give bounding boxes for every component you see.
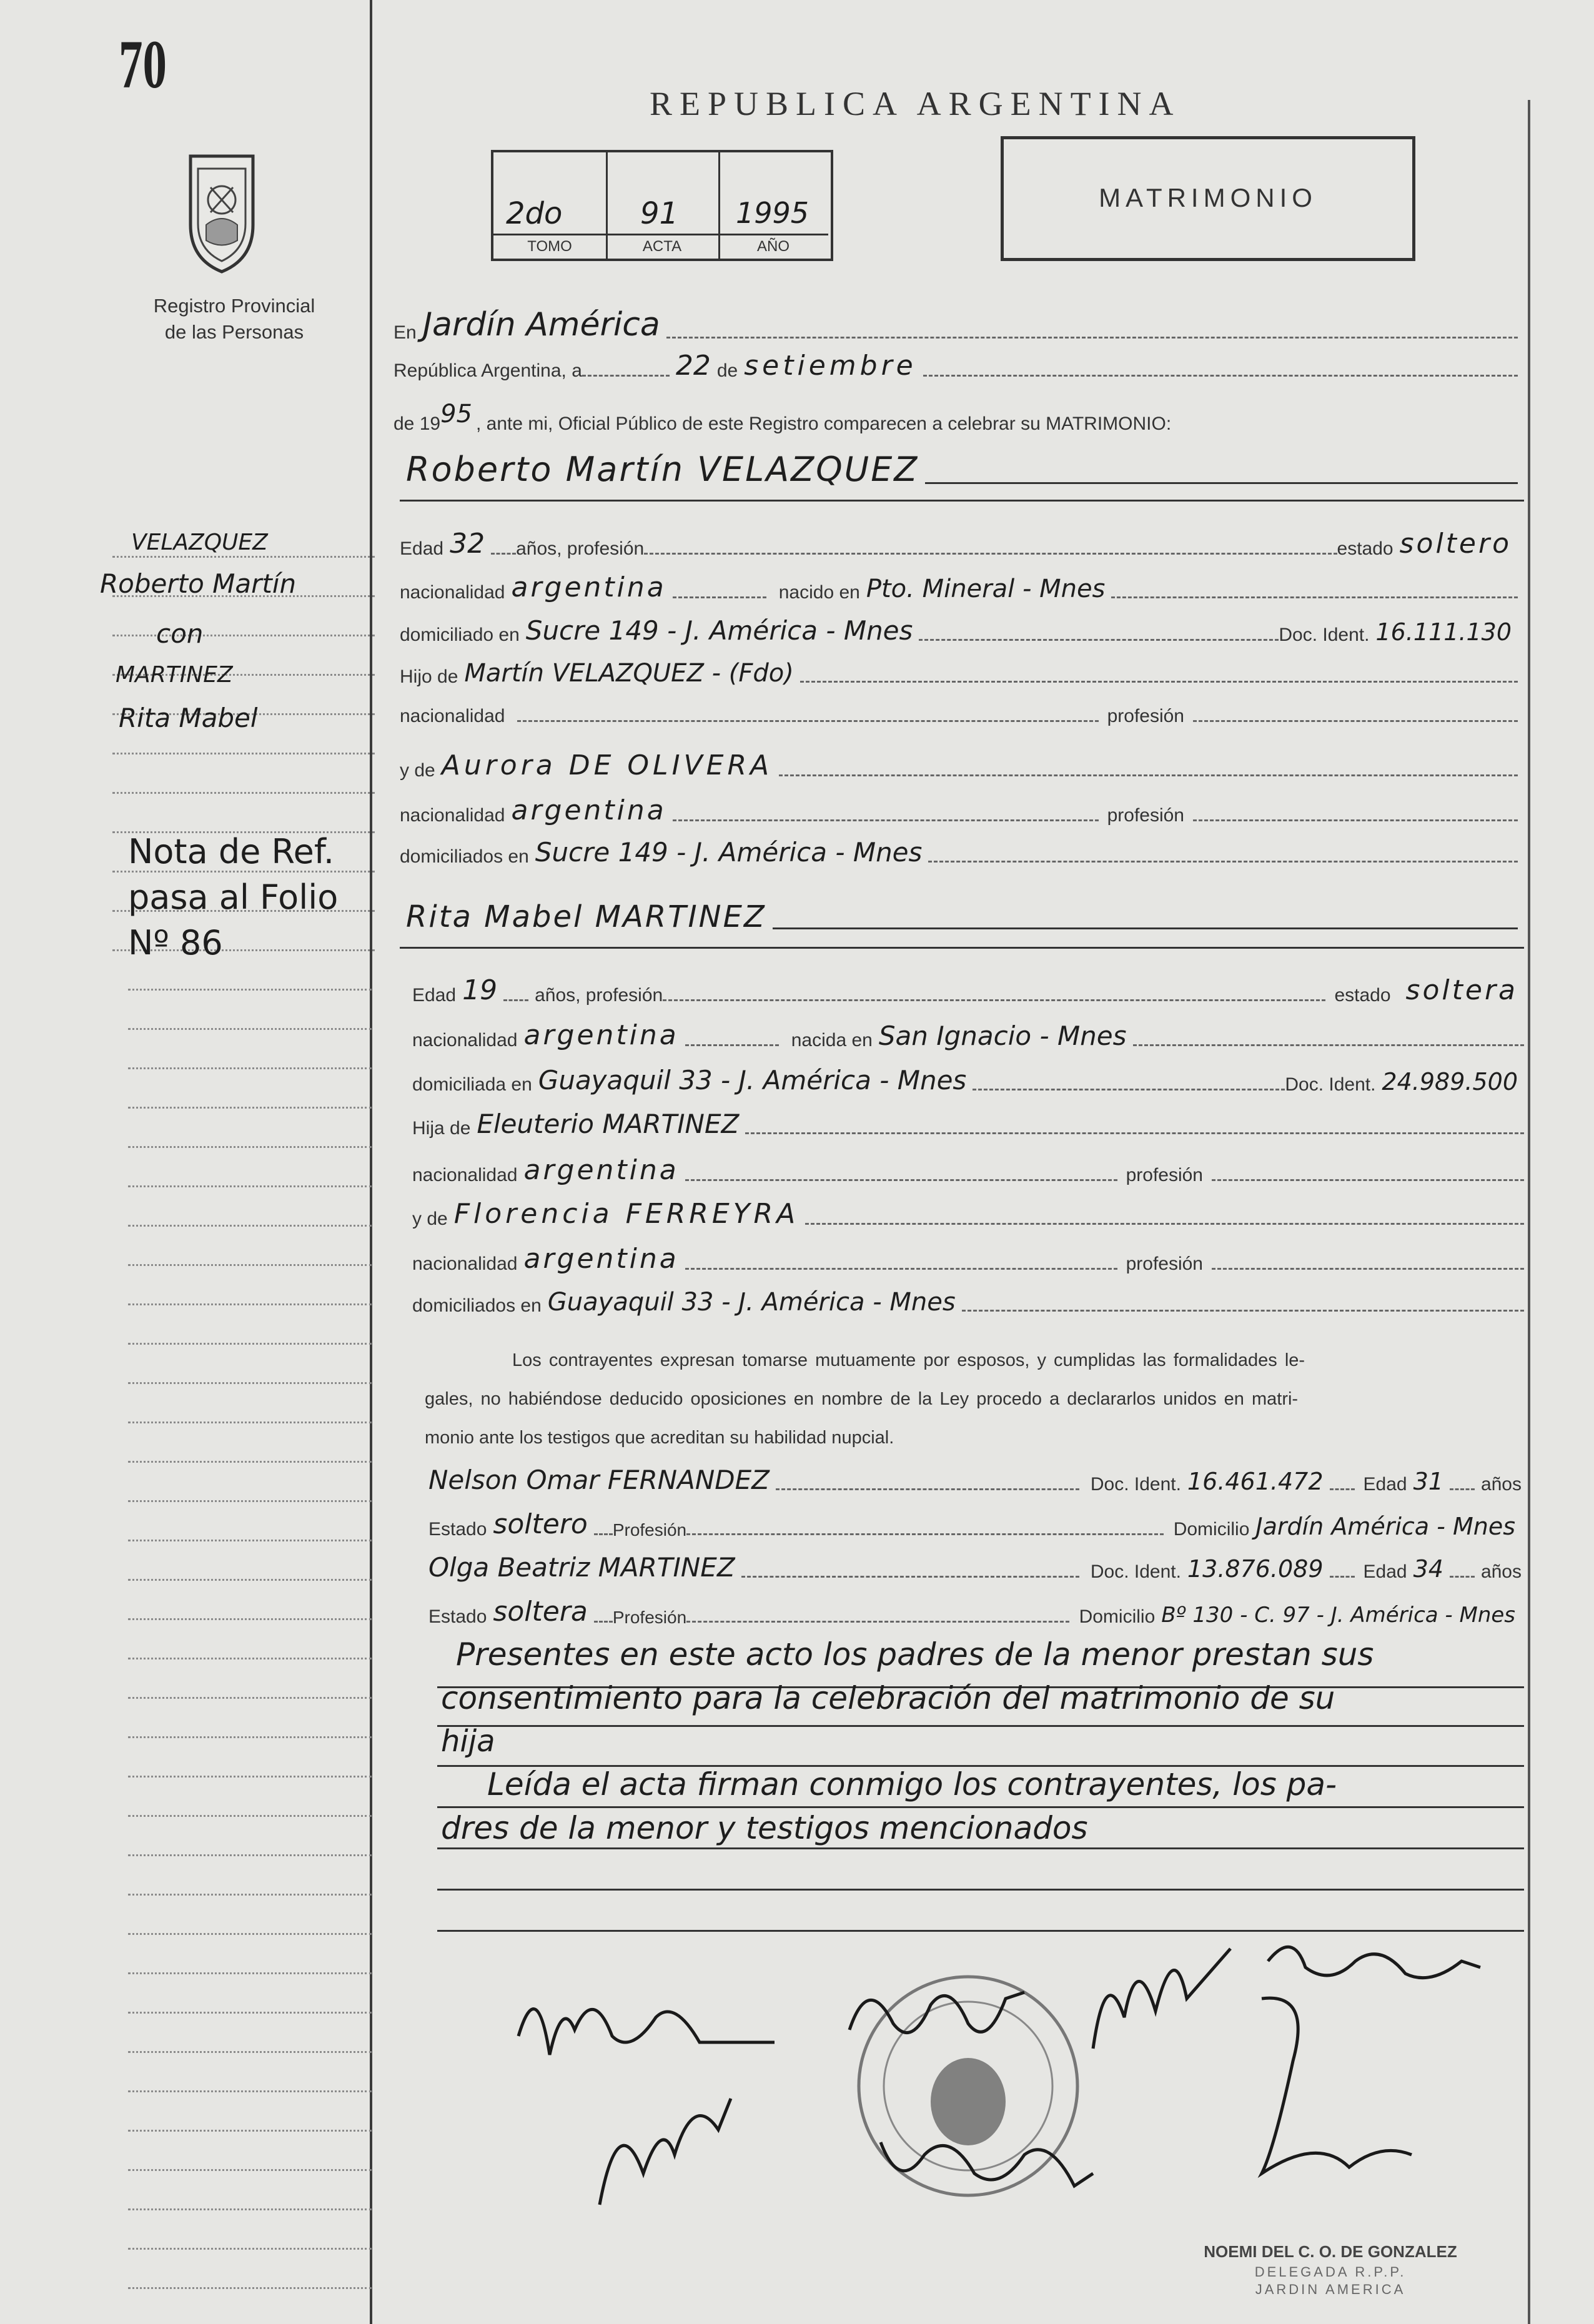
signature-2 (837, 1955, 1037, 2070)
groom-doc: 16.111.130 (1375, 618, 1512, 646)
acta-value: 91 (640, 196, 679, 231)
witness1-estado: soltero (493, 1508, 588, 1540)
registrar-stamp-place: JARDIN AMERICA (1255, 2282, 1406, 2297)
margin-ruled-line (128, 1382, 372, 1384)
margin-ruled-line (128, 1343, 372, 1345)
ano-label: AÑO (718, 234, 828, 255)
witness1-doc: 16.461.472 (1187, 1468, 1324, 1495)
margin-ruled-line (128, 2051, 372, 2053)
tomo-value: 2do (506, 196, 563, 231)
margin-ruled-line (128, 1303, 372, 1305)
record-box (491, 150, 833, 261)
margin-bride-surname: MARTINEZ (116, 662, 233, 688)
witness1-age: 31 (1413, 1468, 1443, 1495)
margin-ruled-line (112, 753, 375, 754)
margin-ruled-line (128, 1579, 372, 1581)
witness2-domicile: Bº 130 - C. 97 - J. América - Mnes (1161, 1603, 1515, 1628)
signature-3 (1081, 1924, 1243, 2064)
page-number: 70 (119, 26, 167, 102)
margin-ruled-line (128, 1854, 372, 1856)
note-line-1: Presentes en este acto los padres de la menor prestan sus (456, 1636, 1374, 1673)
margin-ruled-line (128, 1972, 372, 1974)
groom-name-row (400, 450, 1518, 489)
country-title: REPUBLICA ARGENTINA (650, 85, 1181, 122)
margin-ruled-line (128, 1225, 372, 1227)
margin-ruled-line (128, 1107, 372, 1109)
bride-father: Eleuterio MARTINEZ (477, 1109, 740, 1139)
witness2-estado: soltera (493, 1596, 588, 1628)
margin-ref-note-2: pasa al Folio (128, 878, 339, 917)
document-type-box (1001, 136, 1415, 261)
margin-ruled-line (128, 989, 372, 991)
bride-section-rule (400, 947, 1524, 949)
margin-ruled-line (128, 1933, 372, 1935)
margin-ruled-line (128, 1028, 372, 1030)
margin-ruled-line (128, 2248, 372, 2250)
province-seal-logo (178, 150, 265, 275)
bride-age: 19 (462, 974, 498, 1006)
note-line-3: hija (441, 1724, 495, 1759)
date-row: República Argentina, a 22 de setiembre (394, 350, 1518, 382)
registry-label-2: de las Personas (164, 321, 304, 343)
witness1-name: Nelson Omar FERNANDEZ (428, 1465, 770, 1495)
bride-father-nationality: argentina (523, 1154, 679, 1186)
registrar-stamp-title: DELEGADA R.P.P. (1254, 2264, 1407, 2280)
margin-ruled-line (128, 1185, 372, 1187)
registry-label-1: Registro Provincial (153, 295, 315, 317)
signature-7 (1224, 1986, 1430, 2195)
margin-ruled-line (128, 1697, 372, 1699)
margin-ruled-line (128, 1815, 372, 1817)
intro-row: de 19 95 , ante mi, Oficial Público de este Registro comparecen a celebrar su MATRIMONIO: (394, 400, 1172, 434)
margin-ruled-line (128, 2169, 372, 2171)
left-margin-line (370, 0, 372, 2324)
groom-name: Roberto Martín VELAZQUEZ (406, 450, 919, 489)
registrar-stamp (1156, 2242, 1505, 2298)
year-suffix: 95 (440, 400, 472, 428)
margin-ref-note-3: Nº 86 (128, 923, 223, 962)
margin-ruled-line (128, 1422, 372, 1423)
month: setiembre (744, 350, 917, 382)
margin-ruled-line (128, 1618, 372, 1620)
margin-con: con (156, 618, 204, 649)
margin-ruled-line (128, 2130, 372, 2132)
bride-mother-nationality: argentina (523, 1243, 679, 1275)
bride-birthplace: San Ignacio - Mnes (878, 1021, 1127, 1051)
groom-section-rule (400, 500, 1524, 502)
tomo-label: TOMO (493, 234, 606, 255)
margin-groom-firstnames: Roberto Martín (100, 568, 297, 599)
bride-estado: soltera (1405, 974, 1518, 1006)
bride-name-row (400, 899, 1518, 934)
witness2-name: Olga Beatriz MARTINEZ (428, 1552, 735, 1583)
signature-5 (581, 2080, 743, 2220)
groom-mother: Aurora DE OLIVERA (441, 749, 773, 781)
ano-value: 1995 (736, 196, 809, 230)
margin-groom-surname: VELAZQUEZ (131, 530, 268, 555)
note-line-2: consentimiento para la celebración del matrimonio de su (441, 1680, 1335, 1716)
margin-ruled-line (112, 556, 375, 558)
margin-bride-firstnames: Rita Mabel (119, 703, 258, 733)
signature-1 (512, 1961, 787, 2089)
groom-domicile: Sucre 149 - J. América - Mnes (525, 615, 913, 646)
margin-ruled-line (128, 1736, 372, 1738)
margin-ruled-line (128, 1658, 372, 1659)
declaration-line-3: monio ante los testigos que acreditan su habilidad nupcial. (425, 1428, 894, 1448)
groom-nationality: argentina (511, 571, 666, 603)
bride-doc: 24.989.500 (1382, 1068, 1518, 1095)
note-line-4: Leída el acta firman conmigo los contrayentes, los pa- (487, 1766, 1337, 1802)
bride-domicile: Guayaquil 33 - J. América - Mnes (538, 1065, 967, 1095)
margin-ruled-line (128, 1461, 372, 1463)
groom-birthplace: Pto. Mineral - Mnes (866, 575, 1106, 603)
margin-ruled-line (128, 2090, 372, 2092)
witness1-domicile: Jardín América - Mnes (1255, 1513, 1515, 1540)
margin-ref-note-1: Nota de Ref. (128, 832, 335, 871)
declaration-line-2: gales, no habiéndose deducido oposiciones en nombre de la Ley procedo a declararlos unidos en matri- (425, 1389, 1299, 1409)
place: Jardín América (422, 306, 660, 344)
document-type: MATRIMONIO (1099, 183, 1317, 212)
note-line-5: dres de la menor y testigos mencionados (441, 1810, 1088, 1846)
margin-ruled-line (128, 1500, 372, 1502)
witness2-doc: 13.876.089 (1187, 1555, 1324, 1583)
margin-ruled-line (128, 1146, 372, 1148)
right-margin-line (1528, 100, 1530, 2324)
margin-ruled-line (128, 1776, 372, 1778)
margin-ruled-line (112, 635, 375, 636)
margin-ruled-line (128, 1894, 372, 1896)
bride-name: Rita Mabel MARTINEZ (406, 899, 766, 934)
margin-ruled-line (128, 2287, 372, 2289)
groom-age: 32 (450, 528, 485, 560)
margin-ruled-line (128, 2012, 372, 2014)
margin-ruled-line (128, 1540, 372, 1541)
margin-ruled-line (128, 2208, 372, 2210)
margin-ruled-line (112, 792, 375, 794)
declaration-line-1: Los contrayentes expresan tomarse mutuamente por esposos, y cumplidas las formalidades le- (512, 1350, 1305, 1370)
bride-mother: Florencia FERREYRA (453, 1198, 799, 1230)
signature-6 (868, 2117, 1106, 2208)
acta-label: ACTA (606, 234, 718, 255)
groom-estado: soltero (1399, 528, 1512, 560)
witness2-age: 34 (1413, 1555, 1443, 1583)
groom-father: Martín VELAZQUEZ - (Fdo) (464, 659, 794, 688)
registrar-stamp-name: NOEMI DEL C. O. DE GONZALEZ (1204, 2242, 1457, 2261)
day: 22 (675, 350, 711, 382)
margin-ruled-line (128, 1067, 372, 1069)
groom-parents-domicile: Sucre 149 - J. América - Mnes (535, 837, 923, 868)
groom-mother-nationality: argentina (511, 794, 666, 826)
bride-parents-domicile: Guayaquil 33 - J. América - Mnes (547, 1288, 956, 1317)
bride-nationality: argentina (523, 1019, 679, 1051)
margin-ruled-line (128, 1264, 372, 1266)
place-row: En Jardín América (394, 306, 1518, 344)
